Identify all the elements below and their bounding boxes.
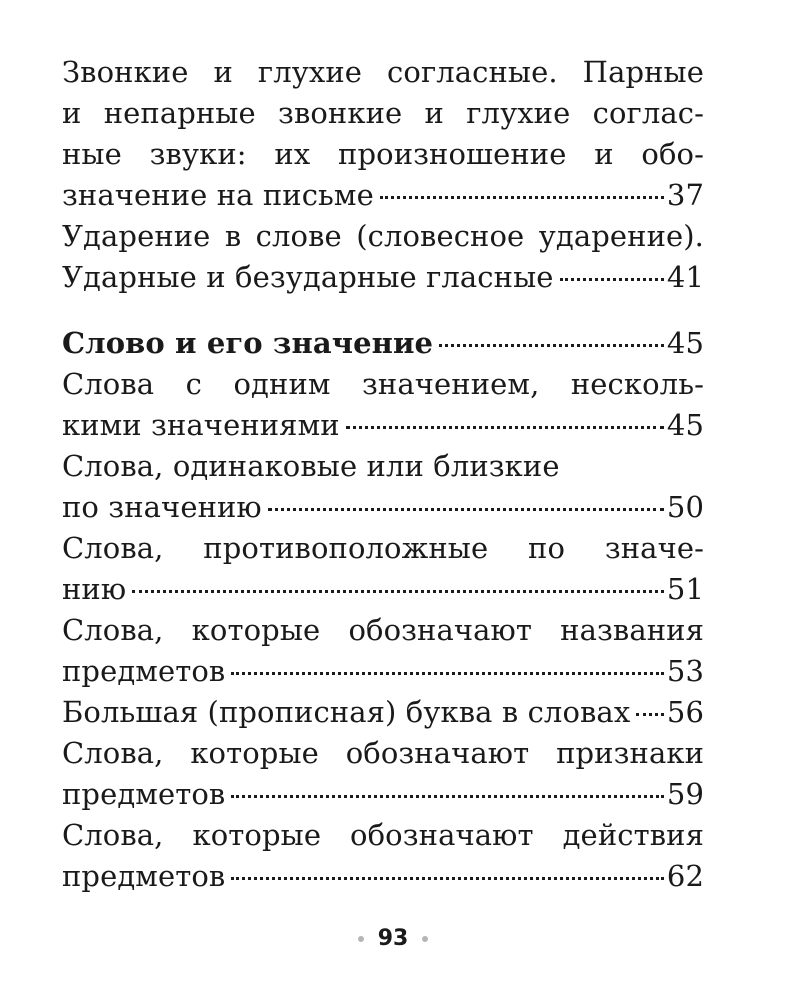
page-number: 93: [377, 926, 409, 951]
toc-entry-text: и непарные звонкие и глухие соглас-: [62, 96, 704, 130]
toc-entry-text: Ударные и безударные гласные: [62, 260, 554, 294]
dot-leader: [231, 877, 664, 880]
toc-page-number: 53: [666, 654, 704, 688]
toc-entry-text: Слова, которые обозначают признаки: [62, 736, 704, 770]
dot-leader: [231, 795, 664, 798]
toc-entry[interactable]: [62, 610, 704, 692]
dot-leader: [268, 508, 664, 511]
toc-entry[interactable]: [62, 692, 704, 733]
toc-entry-text: предметов: [62, 654, 226, 688]
toc-section-title: Слово и его значение: [62, 326, 434, 360]
dot-leader: [439, 344, 664, 347]
toc-entry-text: Слова, которые обозначают названия: [62, 613, 704, 647]
toc-entry-text: кими значениями: [62, 408, 340, 442]
toc-entry[interactable]: [62, 364, 704, 446]
toc-entry-text: ные звуки: их произношение и обо-: [62, 137, 704, 171]
toc-entry-text: предметов: [62, 777, 226, 811]
toc-entry-text: нию: [62, 572, 127, 606]
toc-entry-text: предметов: [62, 859, 226, 893]
toc-page-number: 62: [666, 859, 704, 893]
page-folio: [0, 926, 786, 951]
toc-page-number: 50: [666, 490, 704, 524]
toc-page-number: 56: [666, 695, 704, 729]
toc-entry[interactable]: [62, 446, 704, 528]
dot-leader: [636, 713, 664, 716]
dot-leader: [346, 426, 664, 429]
toc-entry-text: значение на письме: [62, 178, 374, 212]
toc-page-number: 45: [666, 326, 704, 360]
toc-entry[interactable]: [62, 815, 704, 897]
toc-entry[interactable]: [62, 733, 704, 815]
toc-entry-text: Слова с одним значением, несколь-: [62, 367, 704, 401]
toc-page-number: 41: [666, 260, 704, 294]
folio-dot-icon: [422, 936, 428, 942]
table-of-contents: [62, 52, 704, 897]
folio-dot-icon: [358, 936, 364, 942]
toc-page-number: 59: [666, 777, 704, 811]
toc-entry-text: Звонкие и глухие согласные. Парные: [62, 55, 704, 89]
section-gap: [62, 298, 704, 323]
toc-page-number: 51: [666, 572, 704, 606]
toc-entry-text: по значению: [62, 490, 262, 524]
toc-entry[interactable]: [62, 52, 704, 216]
dot-leader: [380, 196, 664, 199]
toc-entry-text: Слова, одинаковые или близкие: [62, 449, 560, 483]
dot-leader: [132, 590, 664, 593]
toc-entry-text: Слова, которые обозначают действия: [62, 818, 704, 852]
dot-leader: [231, 672, 664, 675]
toc-entry-text: Слова, противоположные по значе-: [62, 531, 704, 565]
toc-entry[interactable]: [62, 528, 704, 610]
toc-section-heading[interactable]: [62, 323, 704, 364]
toc-page-number: 45: [666, 408, 704, 442]
dot-leader: [560, 278, 664, 281]
toc-entry[interactable]: [62, 216, 704, 298]
toc-page-number: 37: [666, 178, 704, 212]
toc-entry-text: Ударение в слове (словесное ударение).: [62, 219, 704, 253]
toc-entry-text: Большая (прописная) буква в словах: [62, 695, 631, 729]
